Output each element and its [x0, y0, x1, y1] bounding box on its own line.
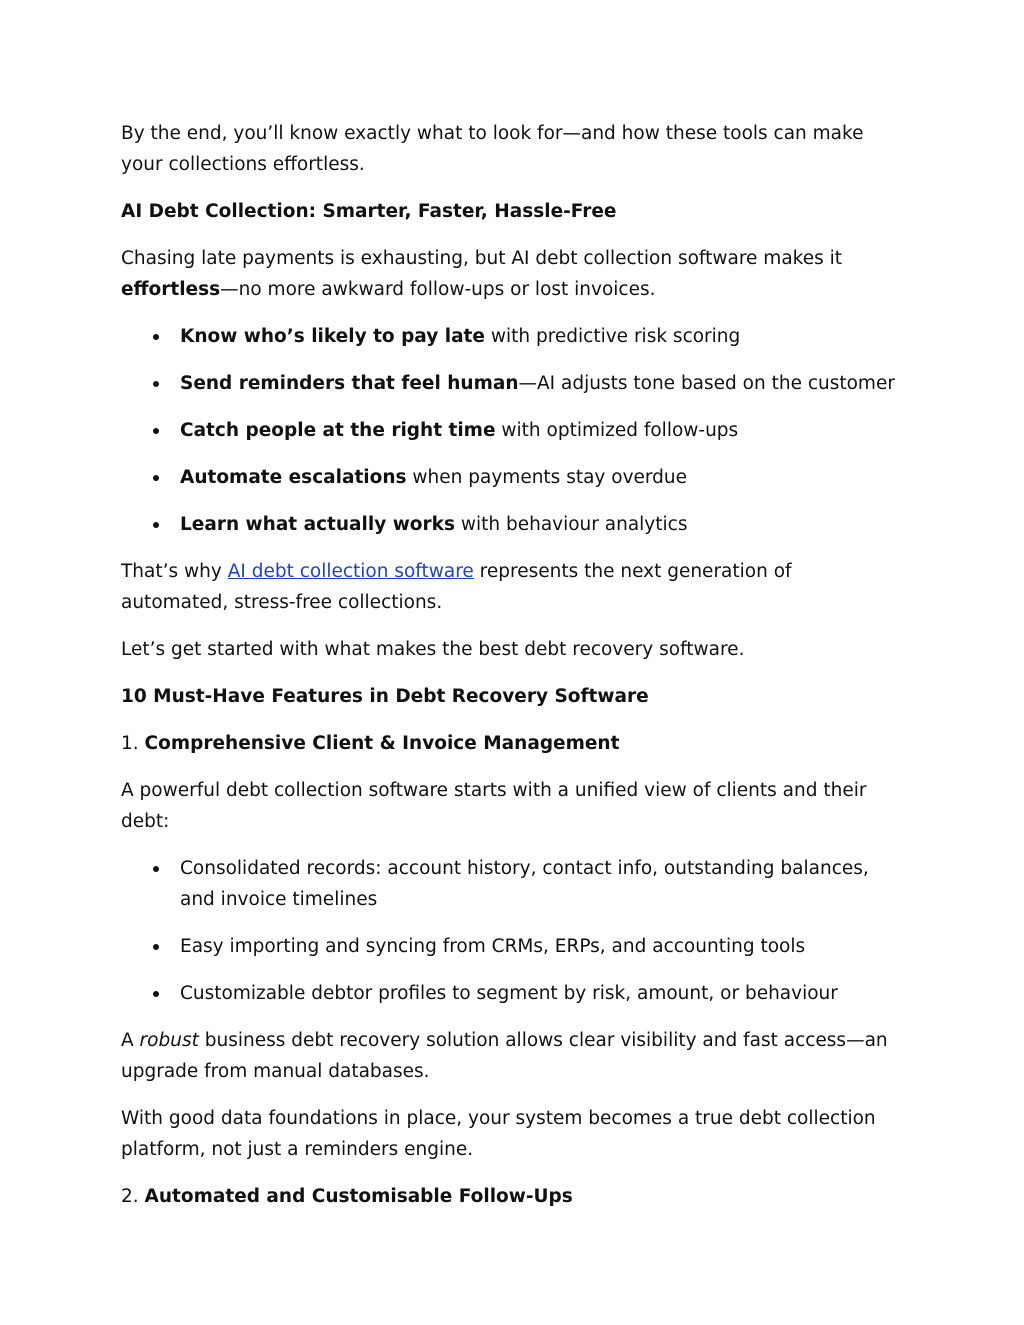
list-item [180, 415, 901, 446]
robust-emphasis: robust [139, 1030, 199, 1051]
feature-title: Comprehensive Client & Invoice Management [144, 733, 620, 754]
ai-intro-text: Chasing late payments is exhausting, but AI debt collection software makes it [121, 248, 843, 269]
ai-debt-collection-software-link[interactable]: AI debt collection software [227, 561, 474, 582]
why-paragraph [121, 556, 901, 618]
robust-paragraph [121, 1025, 901, 1087]
feature-number: 2. [121, 1186, 145, 1207]
ai-intro-emphasis: effortless [121, 279, 221, 300]
why-text-end: represents the next generation of automated, stress-free collections. [121, 561, 792, 613]
feature-number: 1. [121, 733, 145, 754]
intro-paragraph: By the end, you’ll know exactly what to look for—and how these tools can make your collections effortless. [121, 123, 864, 175]
list-item [180, 462, 901, 493]
list-item-bold: Catch people at the right time [180, 420, 496, 441]
feature-1-heading [121, 728, 901, 759]
ai-intro-paragraph [121, 243, 901, 305]
list-item [180, 321, 901, 352]
list-item-text: —AI adjusts tone based on the customer [518, 373, 895, 394]
feature-2-heading [121, 1181, 901, 1212]
list-item [180, 509, 901, 540]
robust-text: A [121, 1030, 140, 1051]
list-item-text: with optimized follow-ups [495, 420, 739, 441]
feature-1-list [121, 853, 901, 1009]
robust-text-end: business debt recovery solution allows clear visibility and fast access—an upgrade from manual databases. [121, 1030, 888, 1082]
list-item-bold: Send reminders that feel human [180, 373, 519, 394]
feature-title: Automated and Customisable Follow-Ups [144, 1186, 573, 1207]
list-item [180, 368, 901, 399]
ai-intro-text-end: —no more awkward follow-ups or lost invoices. [220, 279, 656, 300]
why-text: That’s why [121, 561, 228, 582]
ai-benefits-list [121, 321, 901, 540]
foundation-paragraph: With good data foundations in place, your system becomes a true debt collection platform, not just a reminders engine. [121, 1108, 876, 1160]
list-item: Easy importing and syncing from CRMs, ERPs, and accounting tools [180, 931, 901, 962]
list-item-bold: Automate escalations [180, 467, 407, 488]
document-page [121, 118, 901, 1228]
list-item-text: when payments stay overdue [406, 467, 688, 488]
list-item-bold: Learn what actually works [180, 514, 455, 535]
feature-1-intro: A powerful debt collection software starts with a unified view of clients and their debt: [121, 780, 867, 832]
section-heading-must-have-features: 10 Must-Have Features in Debt Recovery Software [121, 686, 649, 707]
lets-start-paragraph: Let’s get started with what makes the best debt recovery software. [121, 639, 745, 660]
section-heading-ai-debt-collection: AI Debt Collection: Smarter, Faster, Hassle-Free [121, 201, 617, 222]
list-item-bold: Know who’s likely to pay late [180, 326, 485, 347]
list-item: Customizable debtor profiles to segment by risk, amount, or behaviour [180, 978, 901, 1009]
list-item-text: with behaviour analytics [454, 514, 688, 535]
list-item: Consolidated records: account history, contact info, outstanding balances, and invoice timelines [180, 853, 901, 915]
list-item-text: with predictive risk scoring [484, 326, 741, 347]
